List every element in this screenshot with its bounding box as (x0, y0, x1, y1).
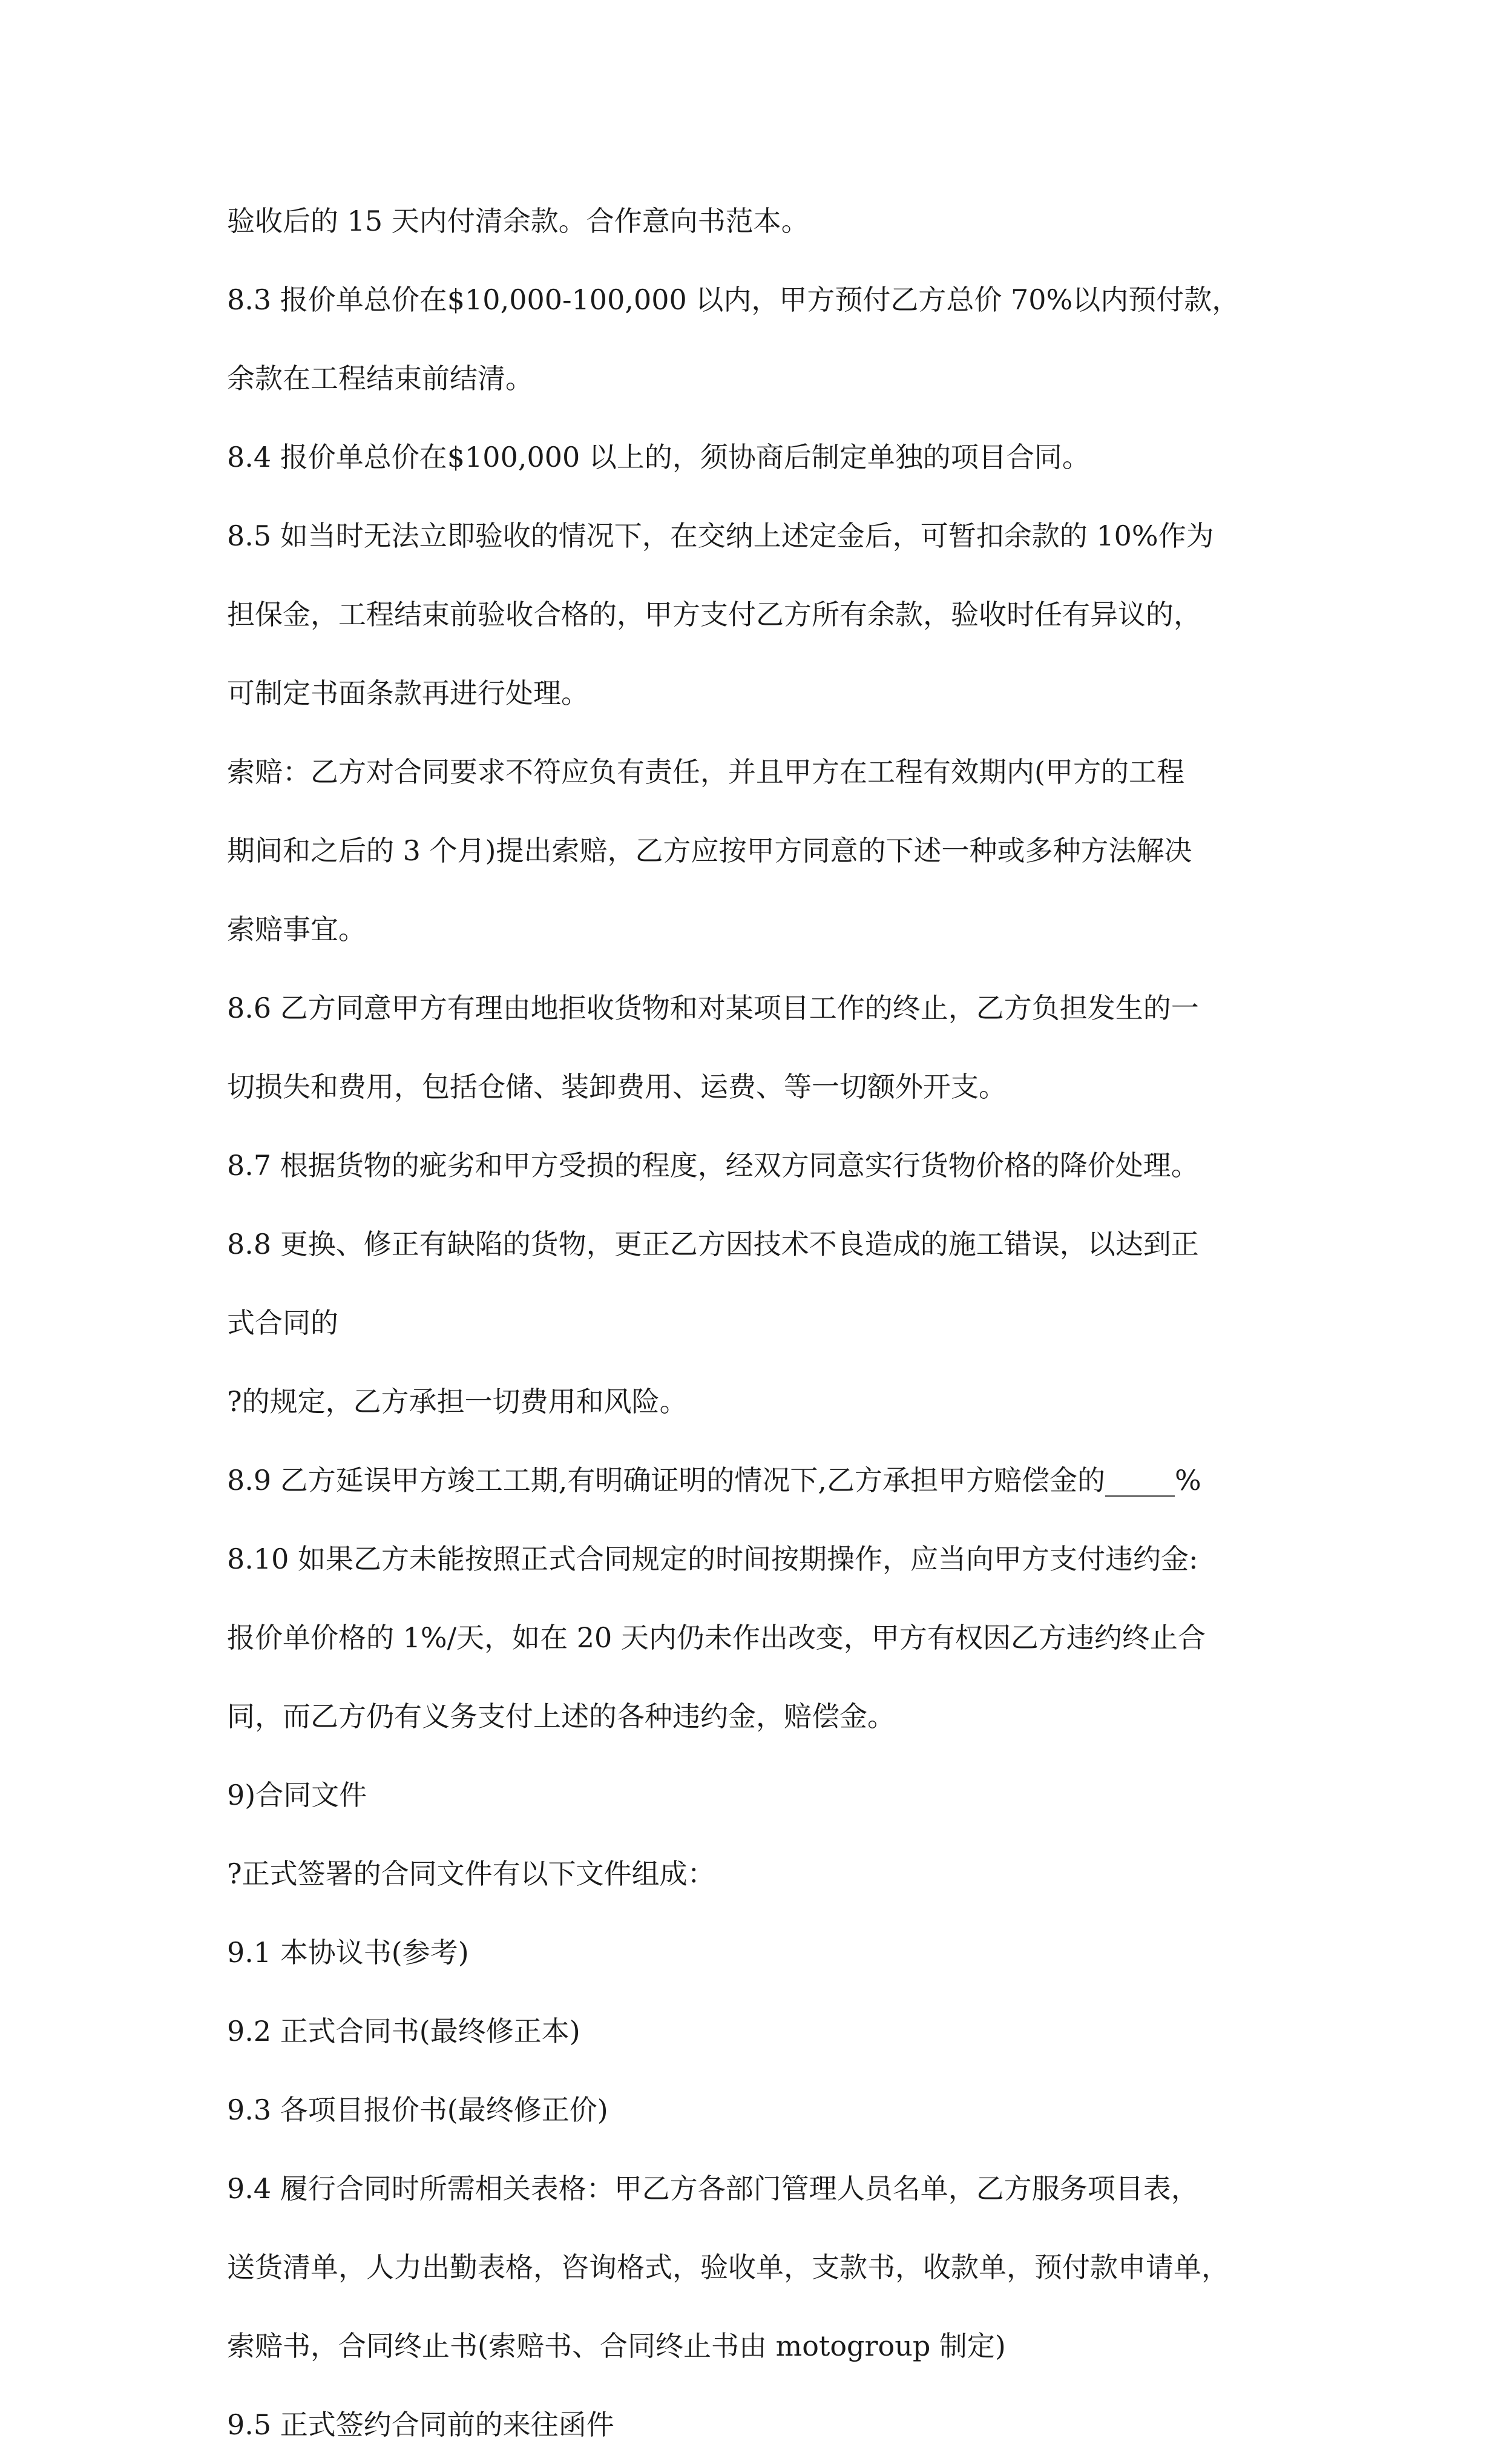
text-line: 送货清单，人力出勤表格，咨询格式，验收单，支款书，收款单，预付款申请单， (227, 2251, 1229, 2284)
text-line: ?正式签署的合同文件有以下文件组成： (227, 1857, 715, 1890)
text-line: 8.10 如果乙方未能按照正式合同规定的时间按期操作，应当向甲方支付违约金: (227, 1543, 1198, 1575)
list-item: 9.3 各项目报价书(最终修正价) (227, 2093, 608, 2126)
text-line: 切损失和费用，包括仓储、装卸费用、运费、等一切额外开支。 (227, 1070, 1007, 1103)
text-line: 8.6 乙方同意甲方有理由地拒收货物和对某项目工作的终止，乙方负担发生的一 (227, 992, 1199, 1024)
text-line: 担保金，工程结束前验收合格的，甲方支付乙方所有余款，验收时任有异议的， (227, 598, 1201, 631)
text-line: ?的规定，乙方承担一切费用和风险。 (227, 1385, 688, 1418)
text-line: 可制定书面条款再进行处理。 (227, 677, 589, 710)
text-line: 验收后的 15 天内付清余款。合作意向书范本。 (227, 205, 809, 237)
text-line: 8.7 根据货物的疵劣和甲方受损的程度，经双方同意实行货物价格的降价处理。 (227, 1149, 1199, 1182)
text-line: 8.9 乙方延误甲方竣工工期,有明确证明的情况下,乙方承担甲方赔偿金的_____% (227, 1464, 1201, 1497)
list-item: 9.1 本协议书(参考) (227, 1936, 469, 1969)
text-line: 余款在工程结束前结清。 (227, 362, 533, 395)
text-line: 8.8 更换、修正有缺陷的货物，更正乙方因技术不良造成的施工错误，以达到正 (227, 1228, 1199, 1260)
text-line: 8.4 报价单总价在$100,000 以上的，须协商后制定单独的项目合同。 (227, 441, 1090, 473)
text-line: 8.3 报价单总价在$10,000-100,000 以内，甲方预付乙方总价 70%以内预付款， (227, 283, 1240, 316)
text-line: 索赔书，合同终止书(索赔书、合同终止书由 motogroup 制定) (227, 2330, 1006, 2362)
text-line: 同，而乙方仍有义务支付上述的各种违约金，赔偿金。 (227, 1700, 895, 1733)
text-line: 报价单价格的 1%/天，如在 20 天内仍未作出改变，甲方有权因乙方违约终止合 (227, 1621, 1206, 1654)
text-line: 期间和之后的 3 个月)提出索赔，乙方应按甲方同意的下述一种或多种方法解决 (227, 834, 1192, 867)
document-body (227, 182, 1304, 2464)
text-line: 式合同的 (227, 1306, 338, 1339)
text-line: 索赔事宜。 (227, 913, 366, 946)
list-item: 9.4 履行合同时所需相关表格：甲乙方各部门管理人员名单，乙方服务项目表， (227, 2172, 1199, 2205)
text-line: 8.5 如当时无法立即验收的情况下，在交纳上述定金后，可暂扣余款的 10%作为 (227, 519, 1214, 552)
list-item: 9.2 正式合同书(最终修正本) (227, 2015, 580, 2047)
list-item: 9.5 正式签约合同前的来往函件 (227, 2408, 614, 2441)
section-heading: 9)合同文件 (227, 1779, 367, 1811)
text-line: 索赔：乙方对合同要求不符应负有责任，并且甲方在工程有效期内(甲方的工程 (227, 756, 1184, 788)
